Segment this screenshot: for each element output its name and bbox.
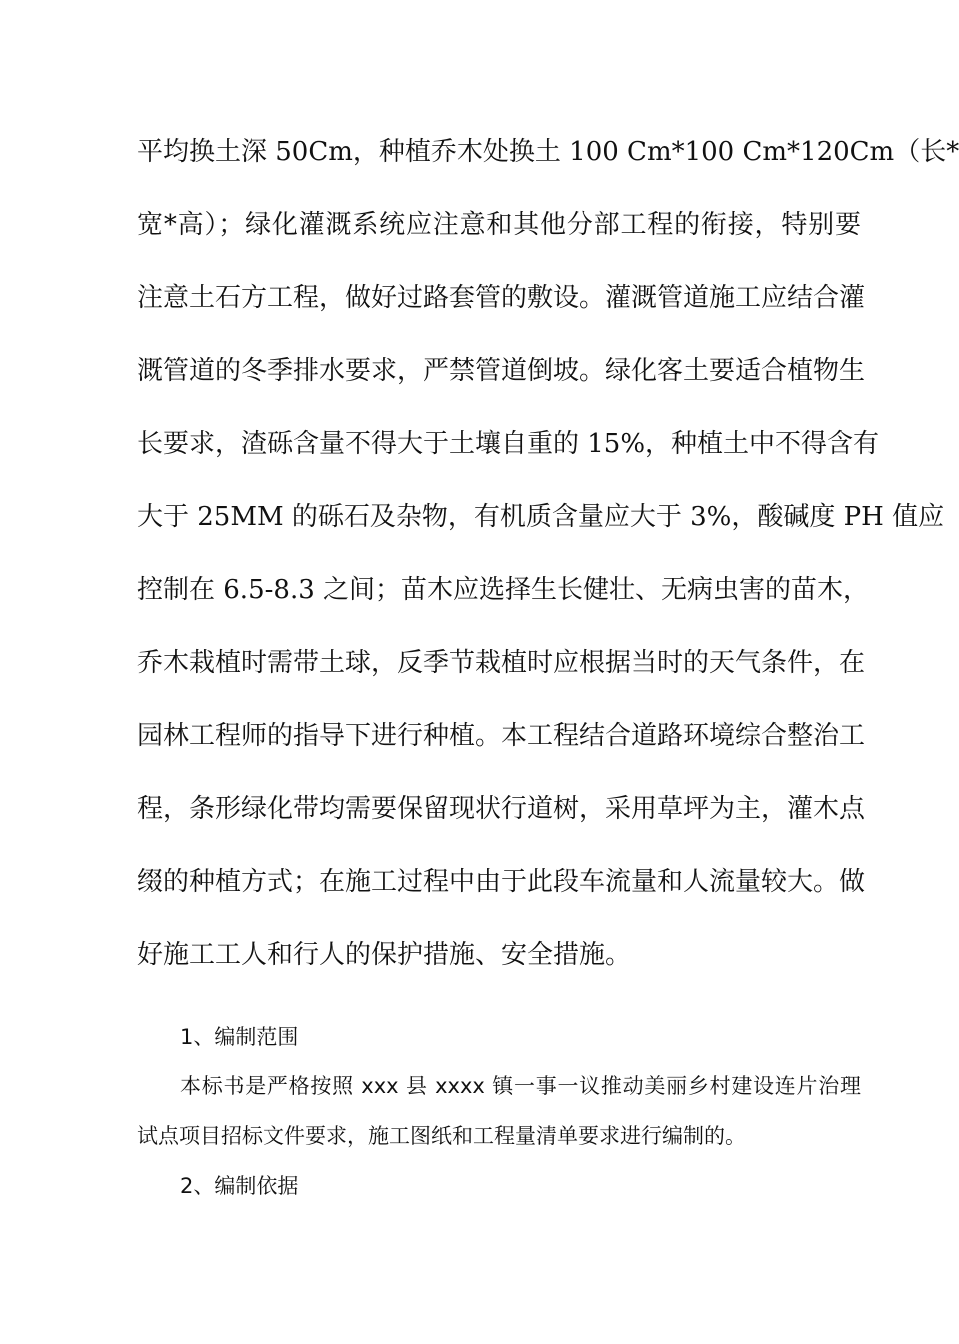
body-text-line: 园林工程师的指导下进行种植。本工程结合道路环境综合整治工 <box>137 721 866 751</box>
body-text-line: 缀的种植方式；在施工过程中由于此段车流量和人流量较大。做 <box>137 867 866 897</box>
body-text-line: 溉管道的冬季排水要求，严禁管道倒坡。绿化客土要适合植物生 <box>137 356 866 386</box>
body-text-line: 宽*高）；绿化灌溉系统应注意和其他分部工程的衔接，特别要 <box>137 210 861 240</box>
body-text-line: 控制在 6.5-8.3 之间；苗木应选择生长健壮、无病虫害的苗木， <box>137 575 870 605</box>
body-text-line: 大于 25MM 的砾石及杂物，有机质含量应大于 3%，酸碱度 PH 值应 <box>137 502 945 532</box>
section-heading-scope: 1、编制范围 <box>180 1025 299 1049</box>
body-text-line: 平均换土深 50Cm，种植乔木处换土 100 Cm*100 Cm*120Cm（长* <box>137 137 959 167</box>
scope-text-line: 试点项目招标文件要求，施工图纸和工程量清单要求进行编制的。 <box>137 1124 746 1148</box>
body-text-line: 好施工工人和行人的保护措施、安全措施。 <box>137 940 632 970</box>
scope-text-line: 本标书是严格按照 xxx 县 xxxx 镇一事一议推动美丽乡村建设连片治理 <box>180 1074 861 1098</box>
body-text-line: 乔木栽植时需带土球，反季节栽植时应根据当时的天气条件，在 <box>137 648 866 678</box>
section-heading-basis: 2、编制依据 <box>180 1174 299 1198</box>
body-text-line: 程，条形绿化带均需要保留现状行道树，采用草坪为主，灌木点 <box>137 794 866 824</box>
body-text-line: 长要求，渣砾含量不得大于土壤自重的 15%，种植土中不得含有 <box>137 429 880 459</box>
body-text-line: 注意土石方工程，做好过路套管的敷设。灌溉管道施工应结合灌 <box>137 283 866 313</box>
